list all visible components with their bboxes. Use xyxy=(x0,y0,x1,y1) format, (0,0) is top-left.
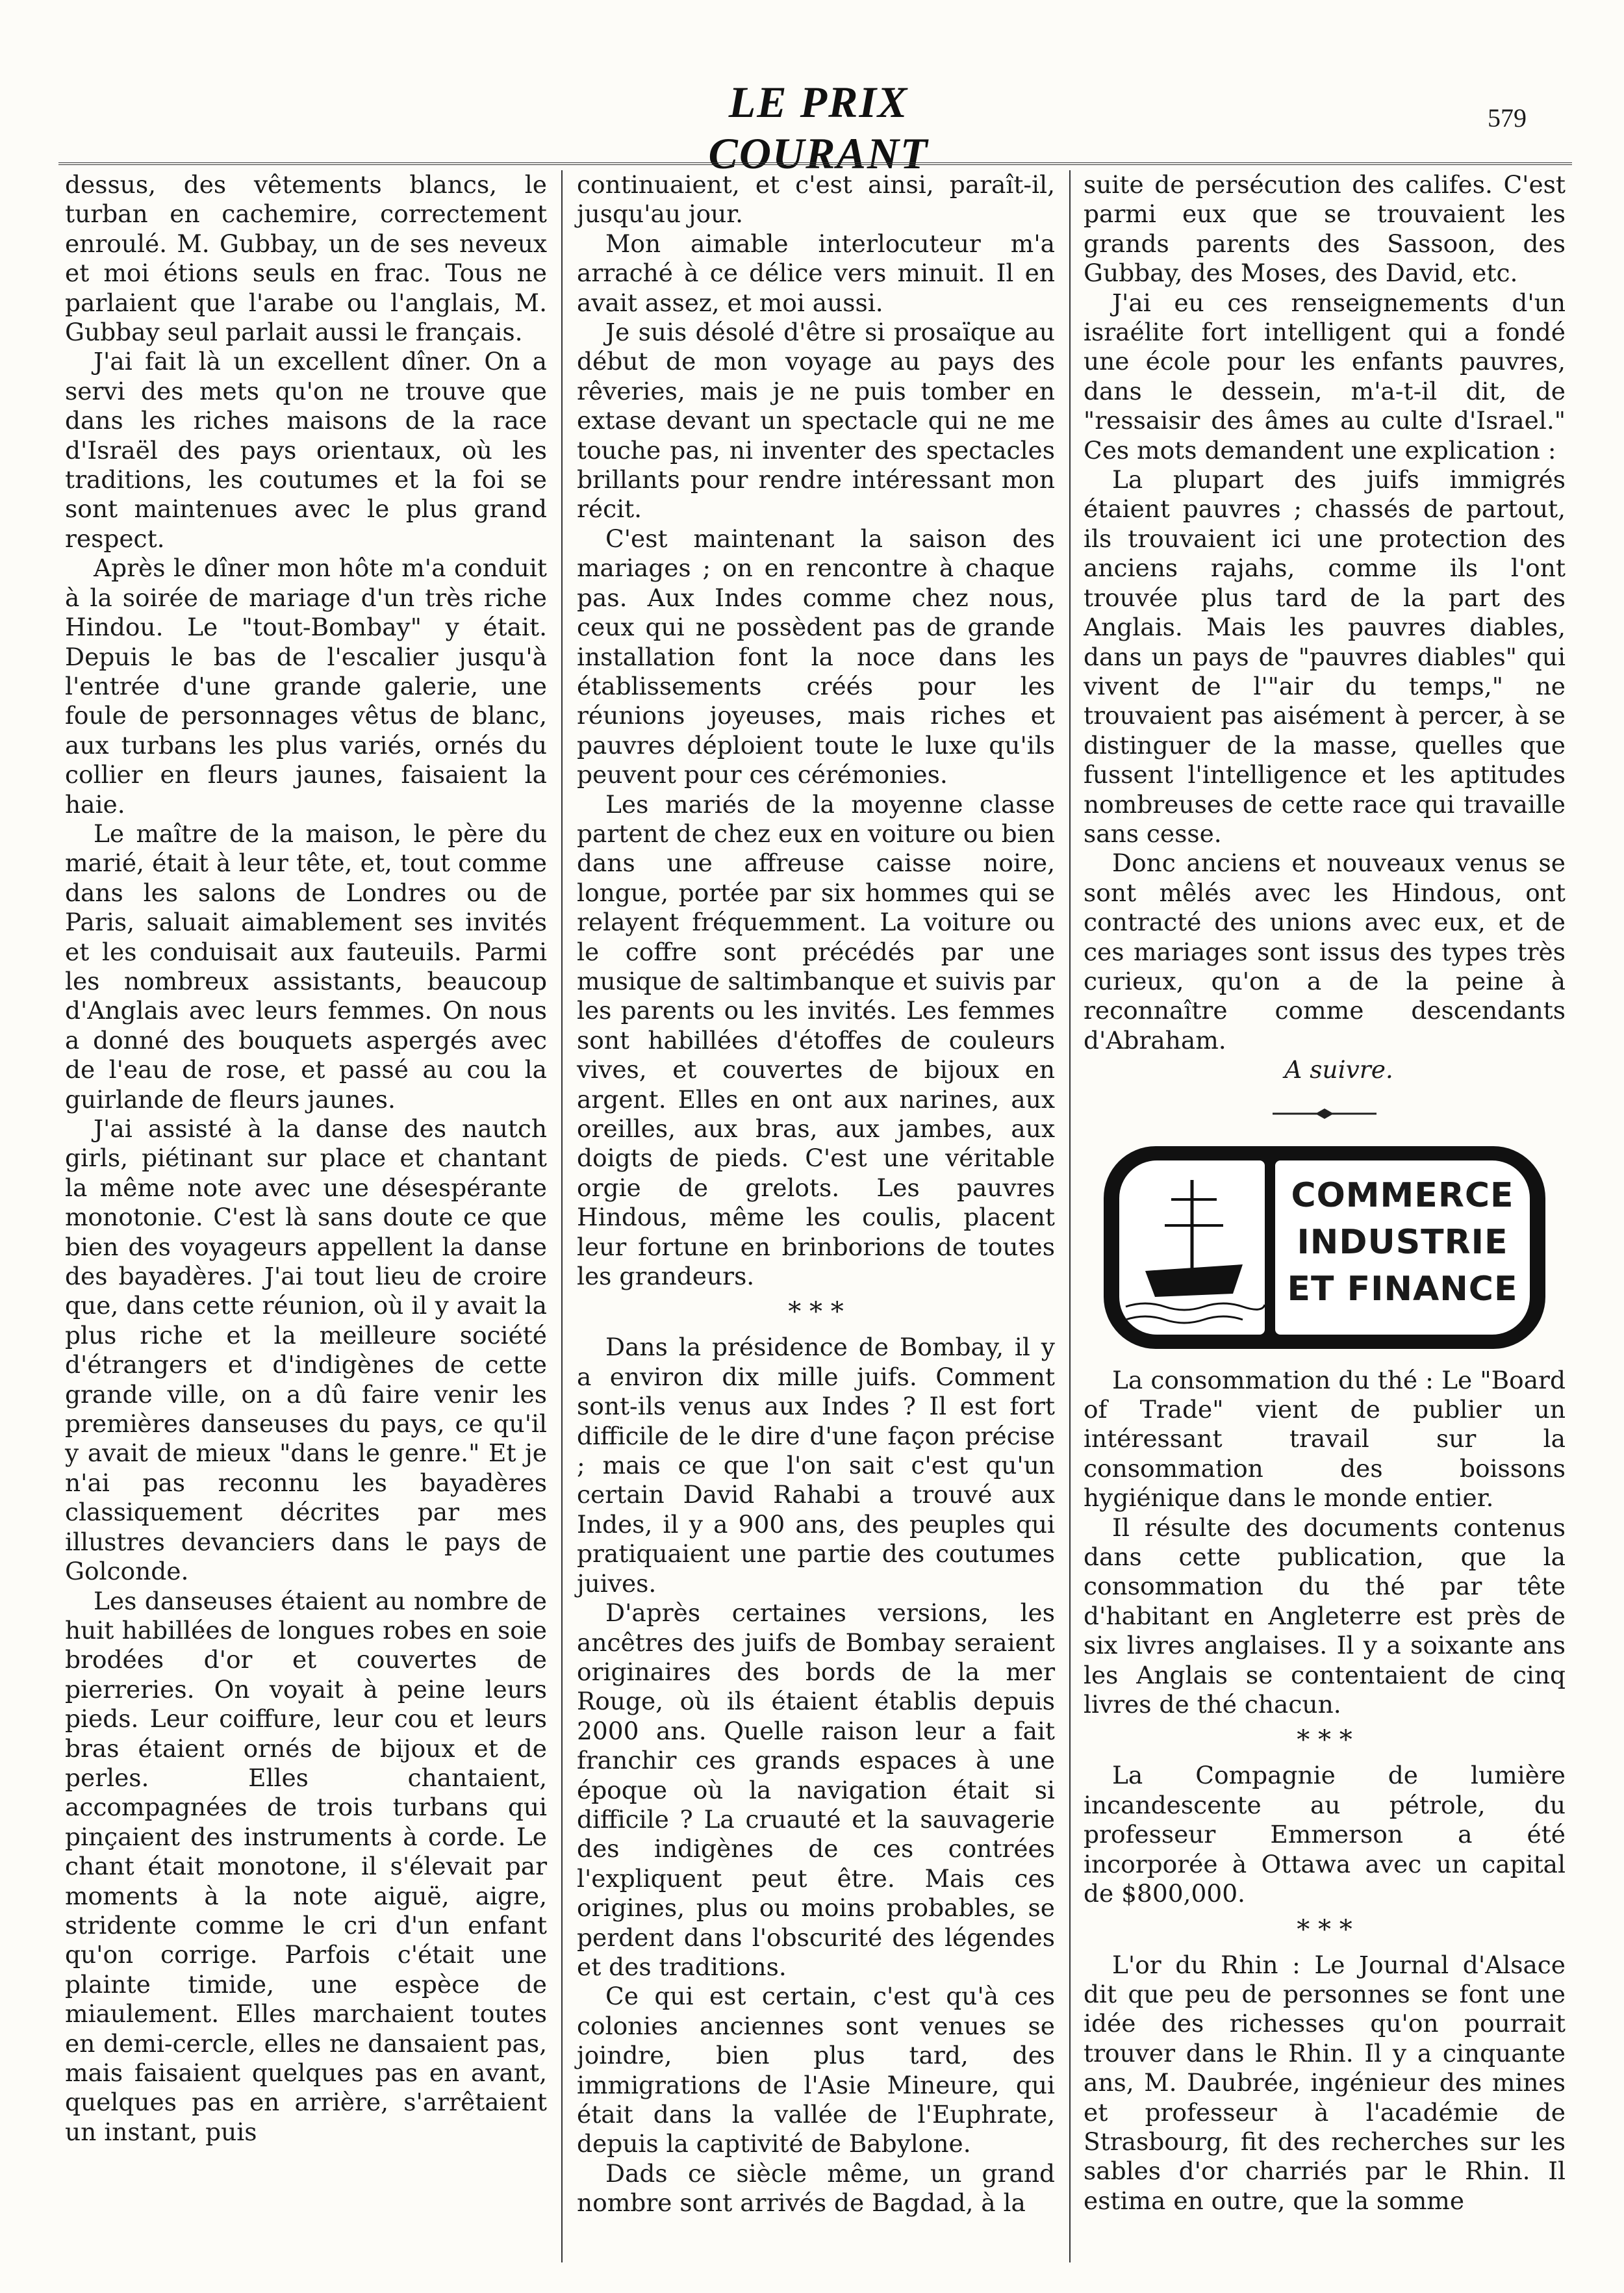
paragraph: Après le dîner mon hôte m'a conduit à la soirée de mariage d'un très riche Hindou. Le "tout-Bombay" y était. Depuis le bas de l'escalier jusqu'à l'entrée d'une grande galerie, une foule de personnages vêtus de blanc, aux turbans les plus variés, ornés du collier en fleurs jaunes, faisaient la haie. xyxy=(65,554,547,819)
paragraph: Ce qui est certain, c'est qu'à ces colonies anciennes sont venues se joindre, bien plus tard, des immigrations de l'Asie Mineure, qui était dans la vallée de l'Euphrate, depuis la captivité de Babylone. xyxy=(577,1982,1055,2158)
to-be-continued: A suivre. xyxy=(1284,1055,1393,1084)
section-separator: * * * xyxy=(788,1297,844,1327)
banner-line: INDUSTRIE xyxy=(1297,1222,1508,1262)
paragraph: Il résulte des documents contenus dans cette publication, que la consommation du thé par tête d'habitant en Angleterre est près de six livres anglaises. Il y a soixante ans les Anglais se contentaient de cinq livres de thé chacun. xyxy=(1084,1513,1566,1719)
paragraph: Je suis désolé d'être si prosaïque au début de mon voyage au pays des rêveries, mais je ne puis tomber en extase devant un spectacle qui ne me touche pas, ni inventer des spectacles brillants pour rendre intéressant mon récit. xyxy=(577,318,1055,524)
paragraph: continuaient, et c'est ainsi, paraît-il, jusqu'au jour. xyxy=(577,170,1055,229)
paragraph: Le maître de la maison, le père du marié, était à leur tête, et, tout comme dans les salons de Londres ou de Paris, saluait aimablement ses invités et les conduisait aux fauteuils. Parmi les nombreux assistants, beaucoup d'Anglais avec leurs femmes. On nous a donné des bouquets aspergés avec de l'eau de rose, et passé au cou la guirlande de fleurs jaunes. xyxy=(65,819,547,1114)
paragraph: L'or du Rhin : Le Journal d'Alsace dit que peu de personnes se font une idée des richesses qu'on pourrait trouver dans le Rhin. Il y a cinquante ans, M. Daubrée, ingénieur des mines et professeur à l'académie de Strasbourg, fit des recherches sur les sables d'or charriés par le Rhin. Il estima en outre, que la somme xyxy=(1084,1950,1566,2215)
paragraph: La Compagnie de lumière incandescente au pétrole, du professeur Emmerson a été incorporée à Ottawa avec un capital de $800,000. xyxy=(1084,1761,1566,1908)
column-1 xyxy=(65,170,547,2147)
section-banner xyxy=(1104,1146,1545,1349)
page-header xyxy=(0,0,1624,178)
ornament-divider-icon xyxy=(1273,1107,1377,1120)
column-divider xyxy=(1069,170,1071,2262)
masthead-title: LE PRIX COURANT xyxy=(708,77,929,178)
paragraph: Donc anciens et nouveaux venus se sont mêlés avec les Hindous, ont contracté des unions avec eux, et de ces mariages sont issus des types très curieux, qu'on a de la peine à reconnaître comme descendants d'Abraham. xyxy=(1084,849,1566,1055)
paragraph: J'ai assisté à la danse des nautch girls, piétinant sur place et chantant la même note avec une désespérante monotonie. C'est là sans doute ce que bien des voyageurs appellent la danse des bayadères. J'ai tout lieu de croire que, dans cette réunion, où il y avait la plus riche et la meilleure société d'étrangers et d'indigènes de cette grande ville, on a dû faire venir les premières danseuses du pays, ce qu'il y avait de mieux "dans le genre." Et je n'ai pas reconnu les bayadères classiquement décrites par mes illustres devanciers dans le pays de Golconde. xyxy=(65,1114,547,1586)
paragraph: suite de persécution des califes. C'est parmi eux que se trouvaient les grands parents des Sassoon, des Gubbay, des Moses, des David, etc. xyxy=(1084,170,1566,288)
header-rule xyxy=(58,162,1572,165)
banner-line: ET FINANCE xyxy=(1287,1269,1518,1309)
paragraph: Les mariés de la moyenne classe partent de chez eux en voiture ou bien dans une affreuse caisse noire, longue, portée par six hommes qui se relayent fréquemment. La voiture ou le coffre sont précédés par une musique de saltimbanque et suivis par les parents ou les invités. Les femmes sont habillées d'étoffes de couleurs vives, et couvertes de bijoux en argent. Elles en ont aux narines, aux oreilles, aux bras, aux jambes, aux doigts de pieds. C'est une véritable orgie de grelots. Les pauvres Hindous, même les coulis, placent leur fortune en brinborions de toutes les grandeurs. xyxy=(577,789,1055,1291)
section-separator: * * * xyxy=(1297,1725,1352,1756)
page-number: 579 xyxy=(1488,103,1527,133)
paragraph: Mon aimable interlocuteur m'a arraché à ce délice vers minuit. Il en avait assez, et moi aussi. xyxy=(577,229,1055,317)
paragraph: Les danseuses étaient au nombre de huit habillées de longues robes en soie brodées d'or et couvertes de pierreries. On voyait à peine leurs pieds. Leur coiffure, leur cou et leurs bras étaient ornés de bijoux et de perles. Elles chantaient, accompagnées de trois turbans qui pinçaient des instruments à corde. Le chant était monotone, il s'élevait par moments à la note aiguë, aigre, stridente comme le cri d'un enfant qu'on corrige. Parfois c'était une plainte timide, une espèce de miaulement. Elles marchaient toutes en demi-cercle, elles ne dansaient pas, mais faisaient quelques pas en avant, quelques pas en arrière, s'arrêtaient un instant, puis xyxy=(65,1586,547,2146)
section-separator: * * * xyxy=(1297,1914,1352,1945)
paragraph: Dads ce siècle même, un grand nombre sont arrivés de Bagdad, à la xyxy=(577,2158,1055,2218)
column-2 xyxy=(577,170,1055,2218)
paragraph: J'ai eu ces renseignements d'un israélite fort intelligent qui a fondé une école pour les enfants pauvres, dans le dessein, m'a-t-il dit, de "ressaisir des âmes au culte d'Israel." Ces mots demandent une explication : xyxy=(1084,288,1566,465)
ship-icon xyxy=(1119,1160,1265,1335)
banner-title xyxy=(1275,1160,1530,1335)
paragraph: La plupart des juifs immigrés étaient pauvres ; chassés de partout, ils trouvaient ici une protection des anciens rajahs, comme ils l'ont trouvée plus tard de la part des Anglais. Mais les pauvres diables, dans un pays de "pauvres diables" qui vivent de l'"air du temps," ne trouvaient pas aisément à percer, à se distinguer de la masse, quelles que fussent l'intelligence et les aptitudes nombreuses de cette race qui travaille sans cesse. xyxy=(1084,465,1566,848)
column-3 xyxy=(1084,170,1566,2216)
paragraph: dessus, des vêtements blancs, le turban en cachemire, correctement enroulé. M. Gubbay, un de ses neveux et moi étions seuls en frac. Tous ne parlaient que l'arabe ou l'anglais, M. Gubbay seul parlait aussi le français. xyxy=(65,170,547,347)
paragraph: D'après certaines versions, les ancêtres des juifs de Bombay seraient originaires des bords de la mer Rouge, où ils étaient établis depuis 2000 ans. Quelle raison leur a fait franchir ces grands espaces à une époque où la navigation était si difficile ? La cruauté et la sauvagerie des indigènes de ces contrées l'expliquent peut être. Mais ces origines, plus ou moins probables, se perdent dans l'obscurité des légendes et des traditions. xyxy=(577,1598,1055,1981)
paragraph: La consommation du thé : Le "Board of Trade" vient de publier un intéressant travail sur la consommation des boissons hygiénique dans le monde entier. xyxy=(1084,1365,1566,1513)
paragraph: C'est maintenant la saison des mariages ; on en rencontre à chaque pas. Aux Indes comme chez nous, ceux qui ne possèdent pas de grande installation font la noce dans les établissements créés pour les réunions joyeuses, mais riches et pauvres déploient toute le luxe qu'ils peuvent pour ces cérémonies. xyxy=(577,524,1055,789)
banner-line: COMMERCE xyxy=(1291,1175,1514,1215)
paragraph: Dans la présidence de Bombay, il y a environ dix mille juifs. Comment sont-ils venus aux Indes ? Il est fort difficile de le dire d'une façon précise ; mais ce que l'on sait c'est qu'un certain David Rahabi a trouvé aux Indes, il y a 900 ans, des peuples qui pratiquaient une partie des coutumes juives. xyxy=(577,1333,1055,1598)
paragraph: J'ai fait là un excellent dîner. On a servi des mets qu'on ne trouve que dans les riches maisons de la race d'Israël des pays orientaux, où les traditions, les coutumes et la foi se sont maintenues avec le plus grand respect. xyxy=(65,347,547,553)
column-divider xyxy=(561,170,563,2262)
